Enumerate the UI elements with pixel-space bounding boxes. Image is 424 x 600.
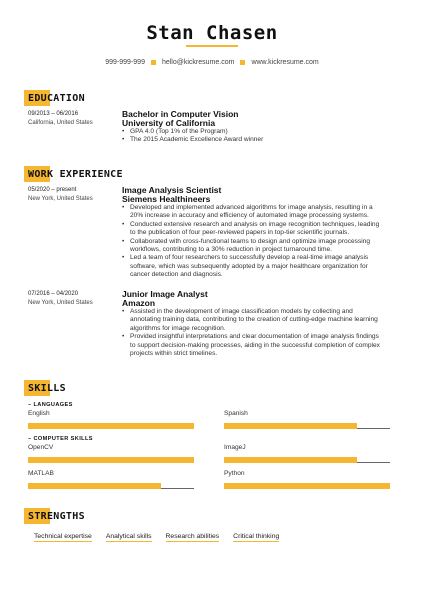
section-label: EDUCATION [28, 92, 85, 104]
candidate-name: Stan Chasen [146, 22, 278, 44]
skill-bar [224, 457, 390, 463]
skill-name: English [28, 410, 50, 417]
website-text: www.kickresume.com [251, 59, 319, 66]
education-school: University of California [122, 118, 216, 128]
work-location: New York, United States [28, 196, 93, 202]
name-underline [186, 45, 238, 47]
strength-tag: Analytical skills [105, 533, 152, 540]
skill-name: OpenCV [28, 444, 54, 451]
section-label: STRENGTHS [28, 510, 85, 522]
work-location: New York, United States [28, 300, 93, 306]
list-item: • Led a team of four researchers to successfully develop a real-time image analysis software, which was subsequently adopted by a major healthcare organization for cancer detection and diagnosis. [122, 254, 384, 279]
list-item: • Collaborated with cross-functional teams to design and optimize image processing workflows, contributing to a 30% reduction in project turnaround time. [122, 238, 384, 255]
work-job-title: Junior Image Analyst [122, 289, 208, 299]
education-bullets [122, 128, 384, 145]
phone-text: 999-999-999 [105, 59, 145, 66]
skill-bar-fill [28, 483, 161, 489]
strength-tag: Critical thinking [233, 533, 280, 540]
work-date: 05/2020 – present [28, 187, 77, 193]
work-company: Siemens Healthineers [122, 194, 211, 204]
separator-square-icon [240, 60, 245, 65]
list-item: • Assisted in the development of image classification models by collecting and annotating training data, contributing to the creation of cutting-edge machine learning algorithms for image recognition. [122, 308, 384, 333]
education-date: 09/2013 – 06/2016 [28, 111, 79, 117]
work-job-title: Image Analysis Scientist [122, 185, 222, 195]
email-text: hello@kickresume.com [161, 59, 235, 66]
work-bullets [122, 308, 384, 358]
list-item: • GPA 4.0 (Top 1% of the Program) [122, 128, 384, 136]
skill-bar-fill [28, 457, 194, 463]
skill-bar [224, 423, 390, 429]
work-company: Amazon [122, 298, 156, 308]
work-date: 07/2016 – 04/2020 [28, 291, 79, 297]
list-item: • The 2015 Academic Excellence Award winner [122, 136, 384, 144]
skill-bar-fill [224, 457, 357, 463]
skill-bar [224, 483, 390, 489]
strength-tag: Technical expertise [34, 533, 92, 540]
skill-bar [28, 457, 194, 463]
skill-bar-fill [224, 483, 390, 489]
section-label: SKILLS [28, 382, 66, 394]
work-bullets [122, 204, 384, 280]
contact-line [0, 59, 424, 66]
skill-bar-fill [224, 423, 357, 429]
skill-name: ImageJ [224, 444, 246, 451]
skill-name: MATLAB [28, 470, 54, 477]
section-title-work-experience [24, 166, 123, 182]
section-title-strengths [24, 508, 85, 524]
skills-computer-label: – COMPUTER SKILLS [28, 436, 93, 442]
section-title-education [24, 90, 85, 106]
list-item: • Developed and implemented advanced algorithms for image analysis, resulting in a 20% increase in accuracy and efficiency of automated image processing systems. [122, 204, 384, 221]
list-item: • Conducted extensive research and analysis on image recognition techniques, leading to the publication of four peer-reviewed papers in top-tier scientific journals. [122, 221, 384, 238]
skill-name: Spanish [224, 410, 248, 417]
strengths-list [34, 533, 279, 542]
skill-bar [28, 483, 194, 489]
list-item: • Provided insightful interpretations and clear documentation of image analysis findings to support decision-making processes, aiding in the successful completion of complex projects within strict timelines. [122, 333, 384, 358]
section-title-skills [24, 380, 66, 396]
separator-square-icon [151, 60, 156, 65]
skills-languages-label: – LANGUAGES [28, 402, 73, 408]
strength-tag: Research abilities [165, 533, 220, 540]
education-location: California, United States [28, 120, 93, 126]
section-label: WORK EXPERIENCE [28, 168, 123, 180]
education-degree: Bachelor in Computer Vision [122, 109, 239, 119]
skill-name: Python [224, 470, 245, 477]
skill-bar [28, 423, 194, 429]
skill-bar-fill [28, 423, 194, 429]
